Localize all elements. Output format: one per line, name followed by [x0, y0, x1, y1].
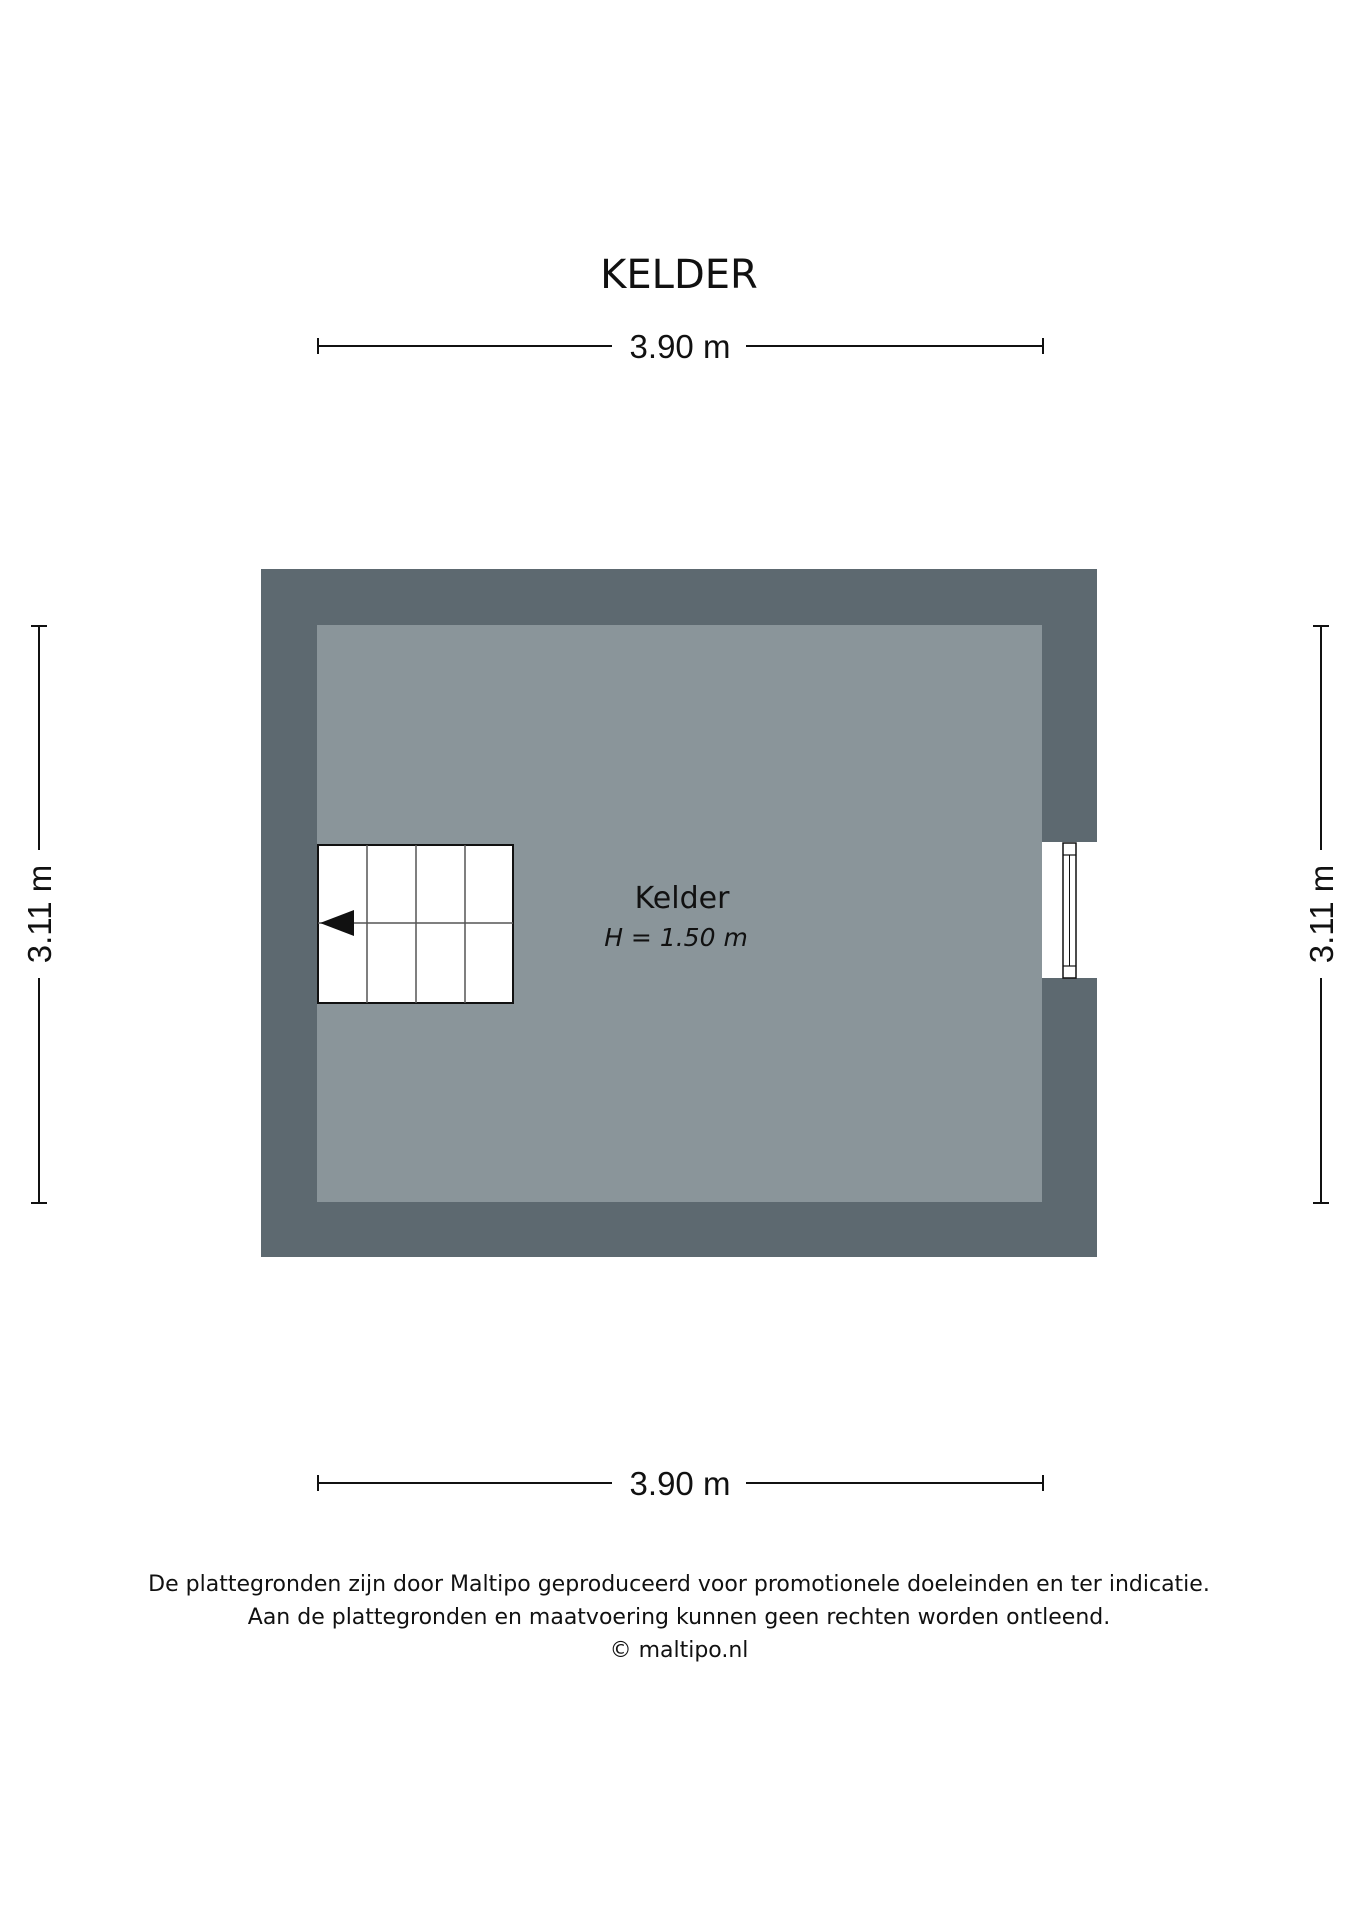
copyright: © maltipo.nl — [609, 1638, 749, 1663]
dimension-top-label: 3.90 m — [629, 328, 731, 365]
dimension-bottom-label: 3.90 m — [629, 1465, 731, 1502]
room-height: H = 1.50 m — [604, 923, 748, 952]
disclaimer-line-2: Aan de plattegronden en maatvoering kunnen geen rechten worden ontleend. — [247, 1605, 1111, 1630]
dimension-right — [1303, 626, 1340, 1203]
room-name: Kelder — [634, 881, 730, 916]
window — [1063, 843, 1076, 978]
stairs — [318, 845, 513, 1003]
floor-title: KELDER — [600, 252, 758, 298]
dimension-top — [318, 328, 1043, 365]
dimension-left-label: 3.11 m — [21, 864, 58, 964]
dimension-bottom — [318, 1465, 1043, 1502]
dimension-left — [21, 626, 58, 1203]
disclaimer-line-1: De plattegronden zijn door Maltipo geproduceerd voor promotionele doeleinden en ter indicatie. — [148, 1572, 1210, 1597]
dimension-right-label: 3.11 m — [1303, 864, 1340, 964]
